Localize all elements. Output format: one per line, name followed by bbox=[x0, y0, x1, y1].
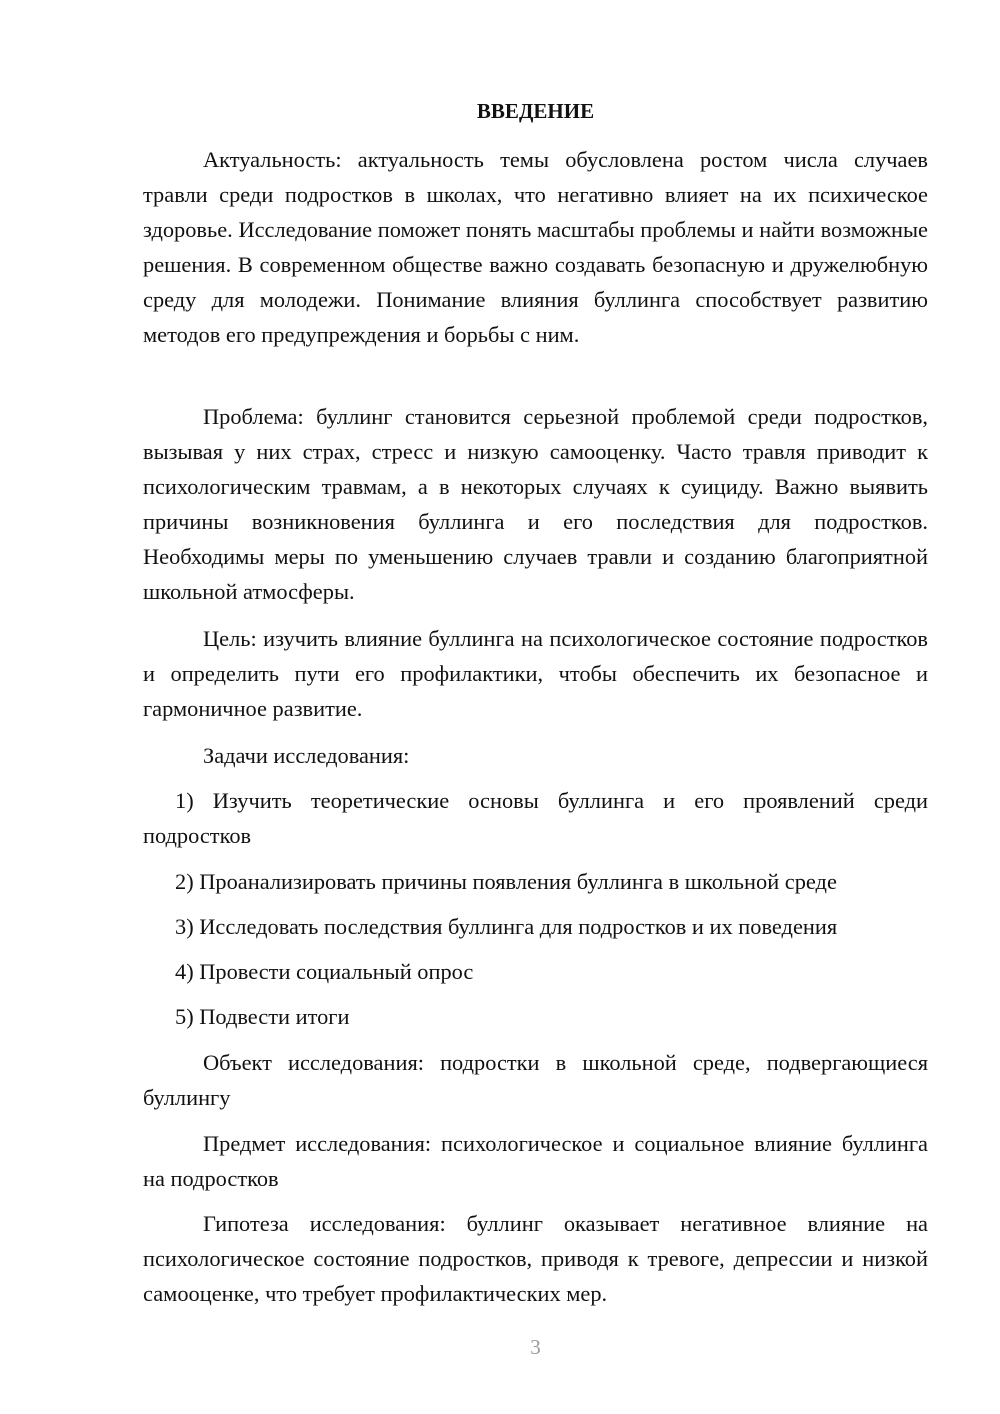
paragraph-subject: Предмет исследования: психологическое и социальное влияние буллинга на подростков bbox=[143, 1131, 928, 1192]
paragraph-problem: Проблема: буллинг становится серьезной проблемой среди подростков, вызывая у них страх, стресс и низкую самооценку. Часто травля приводит к психологическим травмам, а в некоторых случаях к суициду. Важно выявить причины возникновения буллинга и его последствия для подростков. Необходимы меры по уменьшению случаев травли и созданию благоприятной школьной атмосферы. bbox=[143, 404, 928, 605]
task-item-5: 5) Подвести итоги bbox=[175, 1004, 350, 1029]
task-item-3: 3) Исследовать последствия буллинга для подростков и их поведения bbox=[175, 914, 838, 939]
task-item-4: 4) Провести социальный опрос bbox=[175, 959, 474, 984]
task-item-1: 1) Изучить теоретические основы буллинга и его проявлений среди подростков bbox=[143, 788, 928, 849]
paragraph-goal: Цель: изучить влияние буллинга на психологическое состояние подростков и определить пути его профилактики, чтобы обеспечить их безопасное и гармоничное развитие. bbox=[143, 626, 928, 722]
tasks-heading: Задачи исследования: bbox=[203, 743, 410, 768]
paragraph-hypothesis: Гипотеза исследования: буллинг оказывает негативное влияние на психологическое состояние подростков, приводя к тревоге, депрессии и низкой самооценке, что требует профилактических мер. bbox=[143, 1211, 928, 1307]
task-item-2: 2) Проанализировать причины появления буллинга в школьной среде bbox=[175, 869, 837, 894]
page-number: 3 bbox=[530, 1335, 541, 1359]
page-title: ВВЕДЕНИЕ bbox=[476, 99, 595, 123]
paragraph-object: Объект исследования: подростки в школьной среде, подвергающиеся буллингу bbox=[143, 1050, 928, 1111]
paragraph-relevance: Актуальность: актуальность темы обусловлена ростом числа случаев травли среди подростков в школах, что негативно влияет на их психическое здоровье. Исследование поможет понять масштабы проблемы и найти возможные решения. В современном обществе важно создавать безопасную и дружелюбную среду для молодежи. Понимание влияния буллинга способствует развитию методов его предупреждения и борьбы с ним. bbox=[143, 147, 928, 348]
